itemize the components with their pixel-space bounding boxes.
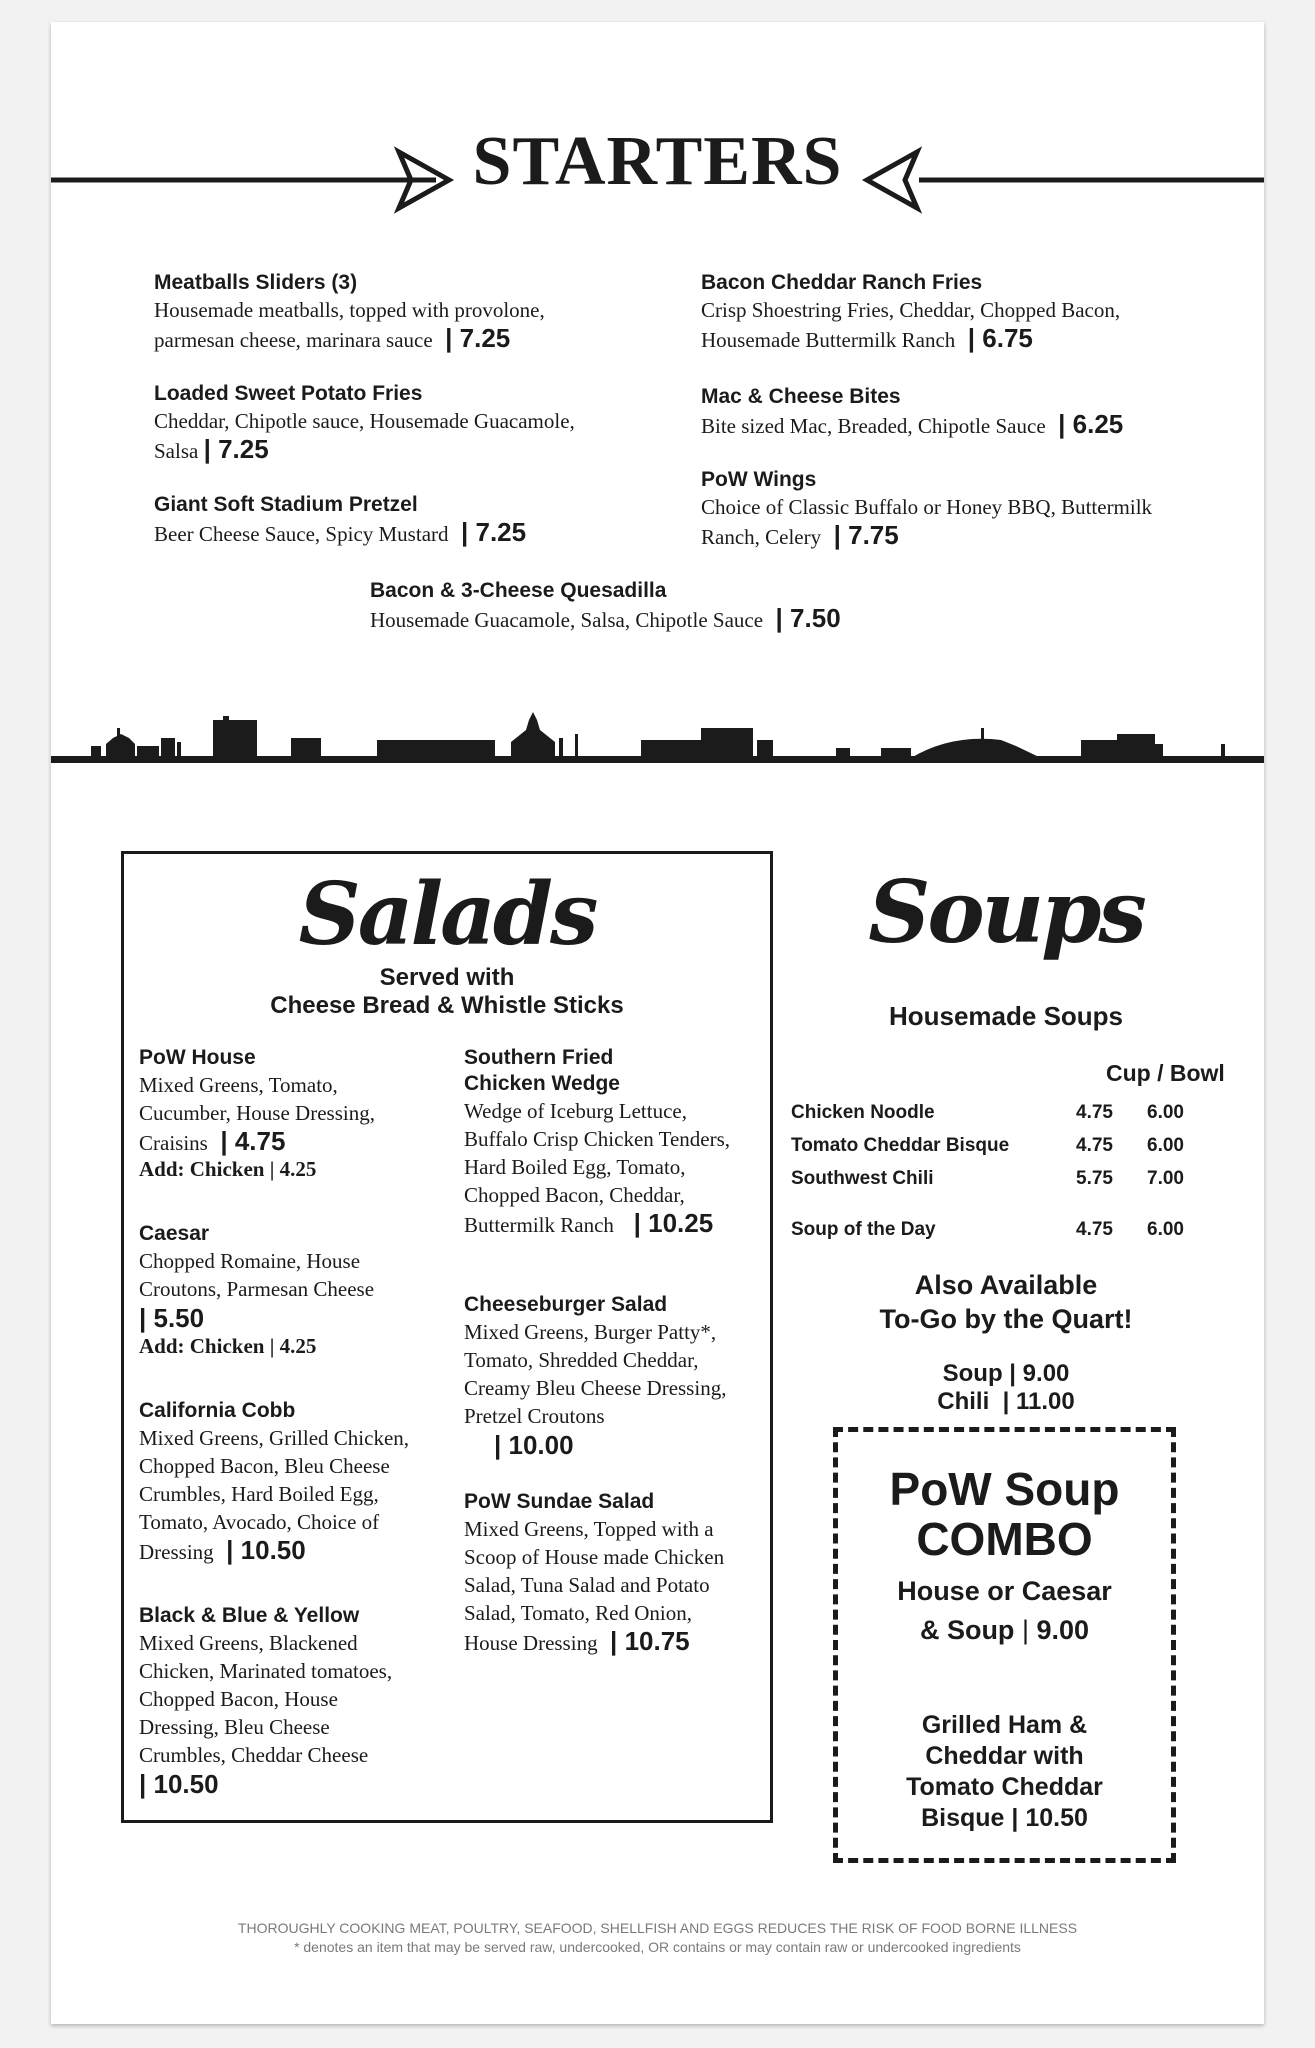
quart-prices: Soup | 9.00 Chili | 11.00 — [937, 1360, 1075, 1415]
starter-desc: Housemade Buttermilk Ranch — [701, 328, 956, 352]
soup-bowl-price: 6.00 — [1147, 1219, 1184, 1240]
starter-desc: Ranch, Celery — [701, 525, 822, 549]
salad-name: PoW Sundae Salad — [464, 1490, 655, 1513]
salad-addon: Add: Chicken | 4.25 — [139, 1157, 317, 1181]
salad-price: | 10.50 — [139, 1769, 219, 1799]
soups-title: Soups — [868, 862, 1144, 963]
starter-name: Mac & Cheese Bites — [701, 385, 901, 408]
salad-name: Southern Fried — [464, 1046, 614, 1069]
salad-item: PoW House Mixed Greens, Tomato, Cucumber, House Dressing, Craisins | 4.75 Add: Chicken | 4.25 — [139, 1045, 449, 1182]
footer-note: * denotes an item that may be served raw, undercooked, OR contains or may contain raw or undercooked ingredients — [294, 1939, 1021, 1955]
soup-bowl-price: 6.00 — [1147, 1102, 1184, 1123]
salad-item: Caesar Chopped Romaine, House Croutons, Parmesan Cheese | 5.50 Add: Chicken | 4.25 — [139, 1221, 449, 1359]
salad-name: PoW House — [139, 1046, 256, 1069]
starter-name: Bacon & 3-Cheese Quesadilla — [370, 579, 667, 602]
soup-cup-price: 4.75 — [1076, 1219, 1113, 1240]
soup-bowl-price: 7.00 — [1147, 1168, 1184, 1189]
salad-price: | 10.75 — [602, 1626, 690, 1656]
starter-desc: Cheddar, Chipotle sauce, Housemade Guacamole, — [154, 409, 575, 433]
salad-price: | 4.75 — [213, 1126, 286, 1156]
starter-item — [370, 578, 930, 634]
starter-desc: Choice of Classic Buffalo or Honey BBQ, Buttermilk — [701, 495, 1153, 519]
menu-page — [51, 22, 1264, 2024]
starter-price: | 7.25 — [203, 434, 269, 464]
starter-item — [154, 381, 634, 465]
starter-desc: Housemade Guacamole, Salsa, Chipotle Sauce — [370, 608, 764, 632]
starter-name: Loaded Sweet Potato Fries — [154, 382, 423, 405]
soups-subtitle: Housemade Soups — [888, 1001, 1124, 1031]
salad-item: California Cobb Mixed Greens, Grilled Chicken, Chopped Bacon, Bleu Cheese Crumbles, Hard Boiled Egg, Tomato, Avocado, Choice of Dressing | 10.50 — [139, 1398, 449, 1566]
starter-price: | 6.75 — [960, 323, 1033, 353]
starter-price: | 7.25 — [437, 323, 511, 353]
soup-table-header: Cup / Bowl — [1106, 1060, 1225, 1086]
combo-grilled: Grilled Ham & Cheddar with Tomato Cheddar Bisque | 10.50 — [906, 1711, 1103, 1832]
starter-desc: Crisp Shoestring Fries, Cheddar, Chopped Bacon, — [701, 298, 1121, 322]
starter-item — [701, 270, 1221, 354]
starter-desc: Housemade meatballs, topped with provolone, — [154, 298, 545, 322]
starter-desc: Beer Cheese Sauce, Spicy Mustard — [154, 522, 449, 546]
combo-title: PoW Soup COMBO — [889, 1463, 1120, 1565]
salad-item: Cheeseburger Salad Mixed Greens, Burger Patty*, Tomato, Shredded Cheddar, Creamy Bleu Cheese Dressing, Pretzel Croutons | 10.00 — [464, 1292, 764, 1461]
starter-item — [154, 492, 634, 548]
starter-desc: parmesan cheese, marinara sauce — [154, 328, 433, 352]
salad-name: Black & Blue & Yellow — [139, 1604, 360, 1627]
starter-item — [701, 467, 1221, 551]
starter-desc: Salsa — [154, 439, 199, 463]
soup-name: Soup of the Day — [791, 1219, 936, 1240]
soup-cup-price: 4.75 — [1076, 1135, 1113, 1156]
soup-cup-price: 4.75 — [1076, 1102, 1113, 1123]
skyline-divider — [51, 708, 1264, 768]
starter-name: Bacon Cheddar Ranch Fries — [701, 271, 983, 294]
togo-notice: Also Available To-Go by the Quart! — [879, 1270, 1133, 1334]
soup-name: Chicken Noodle — [791, 1102, 935, 1123]
starter-name: PoW Wings — [701, 468, 817, 491]
starter-item — [701, 384, 1221, 440]
soup-cup-price: 5.75 — [1076, 1168, 1113, 1189]
salad-addon: Add: Chicken | 4.25 — [139, 1334, 317, 1358]
starter-price: | 7.50 — [768, 603, 841, 633]
salad-item: Black & Blue & Yellow Mixed Greens, Blackened Chicken, Marinated tomatoes, Chopped Bacon, House Dressing, Bleu Cheese Crumbles, Cheddar Cheese | 10.50 — [139, 1603, 449, 1800]
salads-panel — [121, 851, 773, 1823]
salad-name: Chicken Wedge — [464, 1072, 620, 1095]
salads-title: Salads — [298, 864, 596, 965]
salad-item: PoW Sundae Salad Mixed Greens, Topped with a Scoop of House made Chicken Salad, Tuna Salad and Potato Salad, Tomato, Red Onion, House Dressing | 10.75 — [464, 1489, 764, 1657]
starter-price: | 7.25 — [453, 517, 527, 547]
soup-name: Southwest Chili — [791, 1168, 934, 1189]
salad-item: Southern Fried Chicken Wedge Wedge of Iceburg Lettuce, Buffalo Crisp Chicken Tenders, Hard Boiled Egg, Tomato, Chopped Bacon, Cheddar, Buttermilk Ranch | 10.25 — [464, 1045, 764, 1239]
salad-price: | 10.25 — [619, 1208, 714, 1238]
starters-title: STARTERS — [472, 123, 843, 200]
footer-warning: THOROUGHLY COOKING MEAT, POULTRY, SEAFOOD, SHELLFISH AND EGGS REDUCES THE RISK OF FOOD BORNE ILLNESS — [237, 1920, 1078, 1936]
salad-price: | 10.50 — [218, 1535, 306, 1565]
soup-name: Tomato Cheddar Bisque — [791, 1135, 1010, 1156]
starter-desc: Bite sized Mac, Breaded, Chipotle Sauce — [701, 414, 1046, 438]
salad-price: | 10.00 — [494, 1430, 574, 1460]
salad-price: | 5.50 — [139, 1303, 205, 1333]
starter-name: Giant Soft Stadium Pretzel — [154, 493, 418, 516]
starter-name: Meatballs Sliders (3) — [154, 271, 358, 294]
soup-table — [791, 1060, 1231, 1250]
salads-subtitle: Served with Cheese Bread & Whistle Sticks — [270, 964, 624, 1019]
salad-name: Cheeseburger Salad — [464, 1293, 668, 1316]
starter-price: | 7.75 — [826, 520, 899, 550]
salad-name: Caesar — [139, 1222, 210, 1245]
combo-option: House or Caesar & Soup | 9.00 — [897, 1576, 1112, 1645]
soup-combo-panel — [833, 1427, 1176, 1863]
soup-bowl-price: 6.00 — [1147, 1135, 1184, 1156]
starter-price: | 6.25 — [1050, 409, 1124, 439]
starter-item — [154, 270, 634, 354]
salad-name: California Cobb — [139, 1399, 296, 1422]
